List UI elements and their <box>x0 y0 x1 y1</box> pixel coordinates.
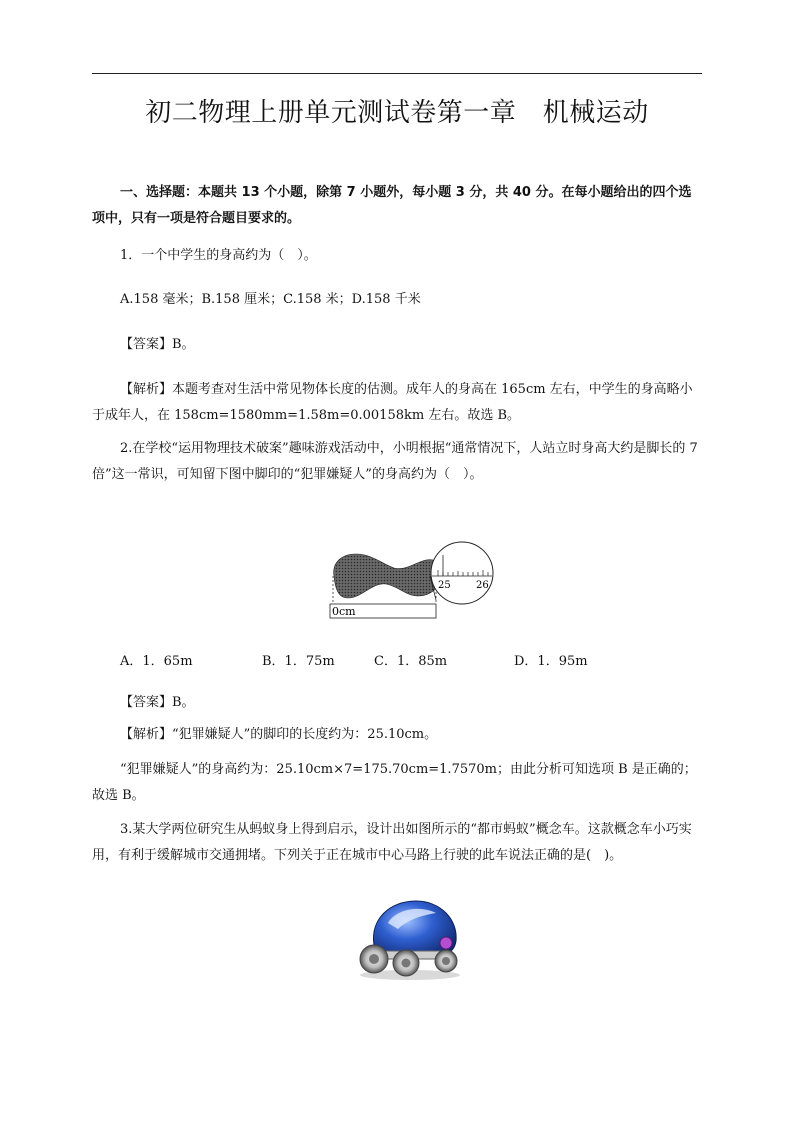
footprint-shape <box>334 554 443 598</box>
q2-option-c: C．1．85m <box>374 654 448 669</box>
q1-options: A.158 毫米；B.158 厘米；C.158 米；D.158 千米 <box>120 292 421 307</box>
q1-answer: 【答案】B。 <box>120 337 195 352</box>
q1-analysis: 【解析】本题考查对生活中常见物体长度的估测。成年人的身高在 165cm 左右，中学生的身高略小于成年人，在 158cm=1580mm=1.58m=0.00158km 左右。故选 B。 <box>92 382 693 423</box>
page-title: 初二物理上册单元测试卷第一章 机械运动 <box>145 98 649 128</box>
ruler-zero-label: 0cm <box>332 605 356 618</box>
ant-concept-car-image <box>346 893 472 981</box>
header-rule <box>92 73 702 74</box>
tick-label-26: 26 <box>476 580 489 591</box>
footprint-ruler-figure <box>326 540 496 620</box>
q1-stem: 1．一个中学生的身高约为（ ）。 <box>120 248 317 263</box>
q3-stem: 3.某大学两位研究生从蚂蚁身上得到启示，设计出如图所示的“都市蚂蚁”概念车。这款概念车小巧实用，有利于缓解城市交通拥堵。下列关于正在城市中心马路上行驶的此车说法正确的是( )。 <box>92 822 692 863</box>
section-heading: 一、选择题：本题共 13 个小题，除第 7 小题外，每小题 3 分，共 40 分。在每小题给出的四个选项中，只有一项是符合题目要求的。 <box>92 185 692 226</box>
q2-option-d: D．1．95m <box>514 654 588 669</box>
q2-option-b: B．1．75m <box>262 654 335 669</box>
q2-option-a: A．1．65m <box>120 654 193 669</box>
q2-analysis-2: “犯罪嫌疑人”的身高约为：25.10cm×7=175.70cm=1.7570m；由此分析可知选项 B 是正确的；故选 B。 <box>92 762 697 803</box>
q2-stem: 2.在学校“运用物理技术破案”趣味游戏活动中，小明根据“通常情况下，人站立时身高大约是脚长的 7 倍”这一常识，可知留下图中脚印的“犯罪嫌疑人”的身高约为（ ）。 <box>92 441 698 482</box>
q2-answer: 【答案】B。 <box>120 695 195 710</box>
tick-label-25: 25 <box>438 580 451 591</box>
q2-analysis-1: 【解析】“犯罪嫌疑人”的脚印的长度约为：25.10cm。 <box>120 727 438 742</box>
